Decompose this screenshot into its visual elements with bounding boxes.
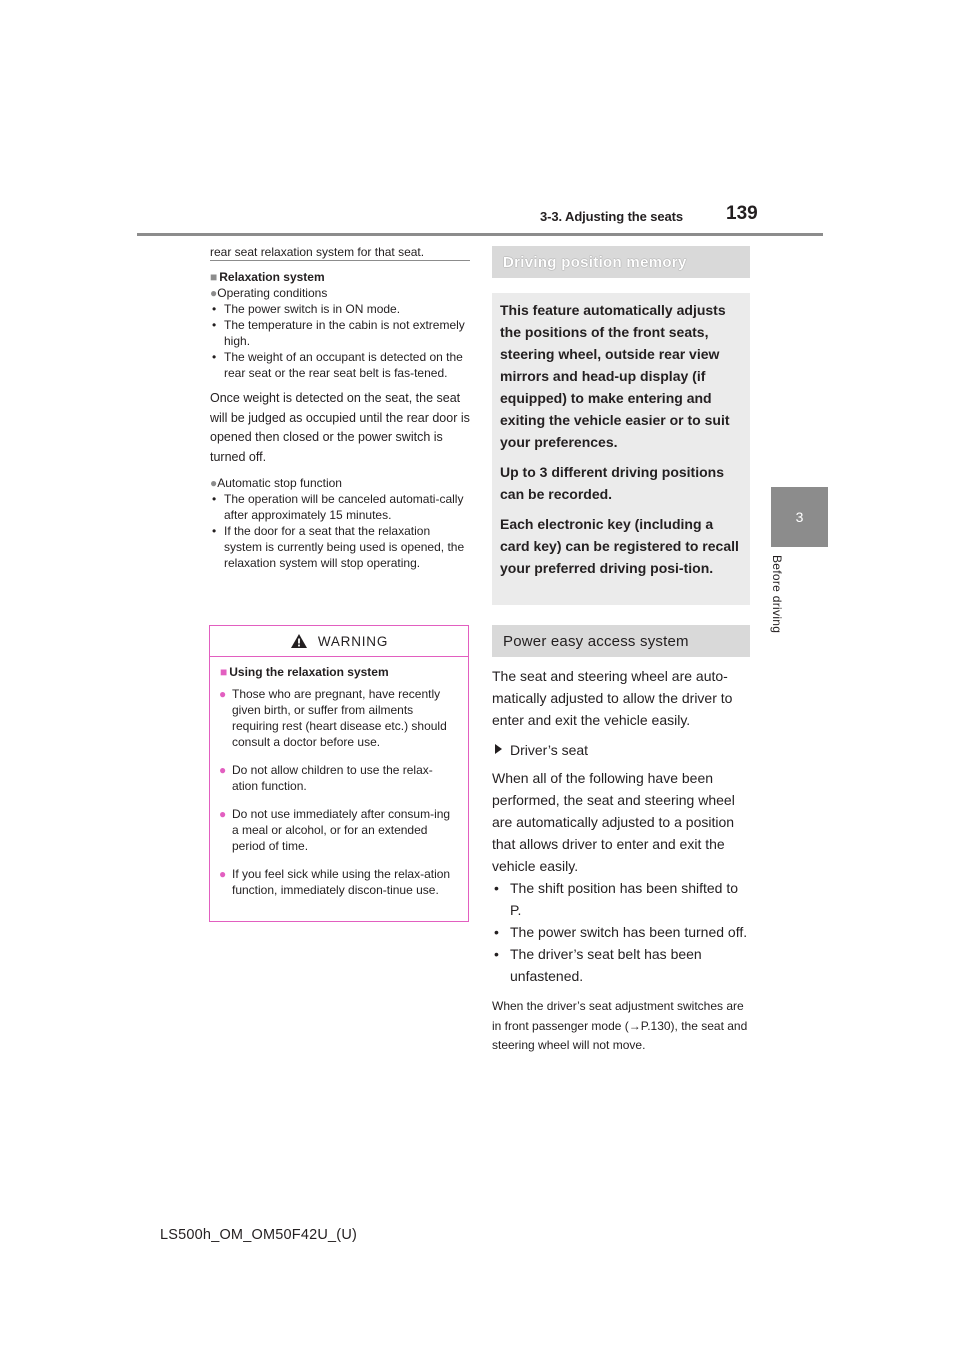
lead-text: rear seat relaxation system for that seat.	[210, 245, 425, 259]
triangle-right-icon	[495, 744, 502, 754]
warning-body	[210, 657, 468, 898]
warning-item: ● Those who are pregnant, have recently given birth, or suffer from ailments requiring rest (heart disease etc.) should consult a doctor before use.	[219, 687, 447, 749]
memory-paragraph: Each electronic key (including a card key) can be registered to recall your preferred driving posi-tion.	[500, 516, 739, 576]
list-item: • The shift position has been shifted to P.	[492, 877, 750, 921]
operating-conditions	[210, 285, 470, 381]
warning-item: ● Do not use immediately after consum-ing a meal or alcohol, or for an extended period of time.	[219, 807, 451, 853]
warning-item: ● Do not allow children to use the relax-ation function.	[219, 763, 433, 793]
list-item: • The temperature in the cabin is not extremely high.	[210, 317, 470, 349]
list-item: • The power switch is in ON mode.	[210, 301, 470, 317]
automatic-stop	[210, 475, 470, 571]
left-column	[210, 244, 470, 579]
chapter-number: 3	[795, 509, 804, 525]
memory-paragraph: This feature automatically adjusts the positions of the front seats, steering wheel, outside rear view mirrors and head-up display (if equipped) to make entering and exiting the vehicle easier or to suit your preferences.	[500, 302, 730, 450]
memory-section-title: Driving position memory	[492, 246, 750, 278]
driver-seat-heading: Driver’s seat	[492, 739, 750, 761]
occupancy-paragraph: Once weight is detected on the seat, the seat will be judged as occupied until the rear door is opened then closed or the power switch is turned off.	[210, 391, 470, 464]
circle-bullet-icon: ●	[210, 476, 218, 490]
warning-title: WARNING	[210, 626, 468, 657]
circle-bullet-icon: ●	[219, 687, 227, 701]
warning-item: ● If you feel sick while using the relax-ation function, immediately discon-tinue use.	[219, 867, 451, 897]
intro-paragraph: The seat and steering wheel are auto-matically adjusted to allow the driver to enter and exit the vehicle easily.	[492, 668, 733, 728]
list-item: • The driver’s seat belt has been unfastened.	[492, 943, 750, 987]
warning-triangle-icon	[290, 633, 308, 649]
relaxation-heading: ■ Relaxation system	[210, 270, 325, 284]
section-title: 3-3. Adjusting the seats	[540, 209, 684, 224]
black-square-icon: ■	[210, 270, 218, 284]
warning-heading: ■ Using the relaxation system	[220, 665, 389, 679]
header-rule	[137, 233, 823, 236]
note-paragraph: When the driver’s seat adjustment switches are in front passenger mode (→P.130), the seat and steering wheel will not move.	[492, 999, 748, 1052]
warning-box	[209, 625, 469, 922]
circle-bullet-icon: ●	[210, 286, 218, 300]
circle-bullet-icon: ●	[219, 763, 227, 777]
auto-stop-heading: ●Automatic stop function	[210, 476, 342, 490]
list-item: • The weight of an occupant is detected on the rear seat or the rear seat belt is fas-tened.	[210, 349, 470, 381]
memory-paragraph: Up to 3 different driving positions can be recorded.	[500, 464, 724, 502]
list-item: • The operation will be canceled automati-cally after approximately 15 minutes.	[210, 491, 470, 523]
page-number: 139	[726, 203, 758, 224]
chapter-label: Before driving	[770, 555, 784, 634]
list-item: • The power switch has been turned off.	[492, 921, 750, 943]
memory-feature-box	[492, 293, 750, 605]
list-item: • If the door for a seat that the relaxation system is currently being used is opened, the relaxation system will stop operating.	[210, 523, 470, 571]
easy-access-title: Power easy access system	[492, 625, 750, 657]
circle-bullet-icon: ●	[219, 867, 227, 881]
document-code: LS500h_OM_OM50F42U_(U)	[160, 1227, 358, 1243]
operating-heading: ●Operating conditions	[210, 286, 328, 300]
driver-paragraph: When all of the following have been performed, the seat and steering wheel are automatically adjusted to a position that allows driver to enter and exit the vehicle easily.	[492, 770, 735, 874]
right-column	[492, 665, 750, 1056]
black-square-icon: ■	[220, 665, 228, 679]
circle-bullet-icon: ●	[219, 807, 227, 821]
chapter-tab	[771, 487, 828, 547]
divider	[210, 260, 470, 261]
